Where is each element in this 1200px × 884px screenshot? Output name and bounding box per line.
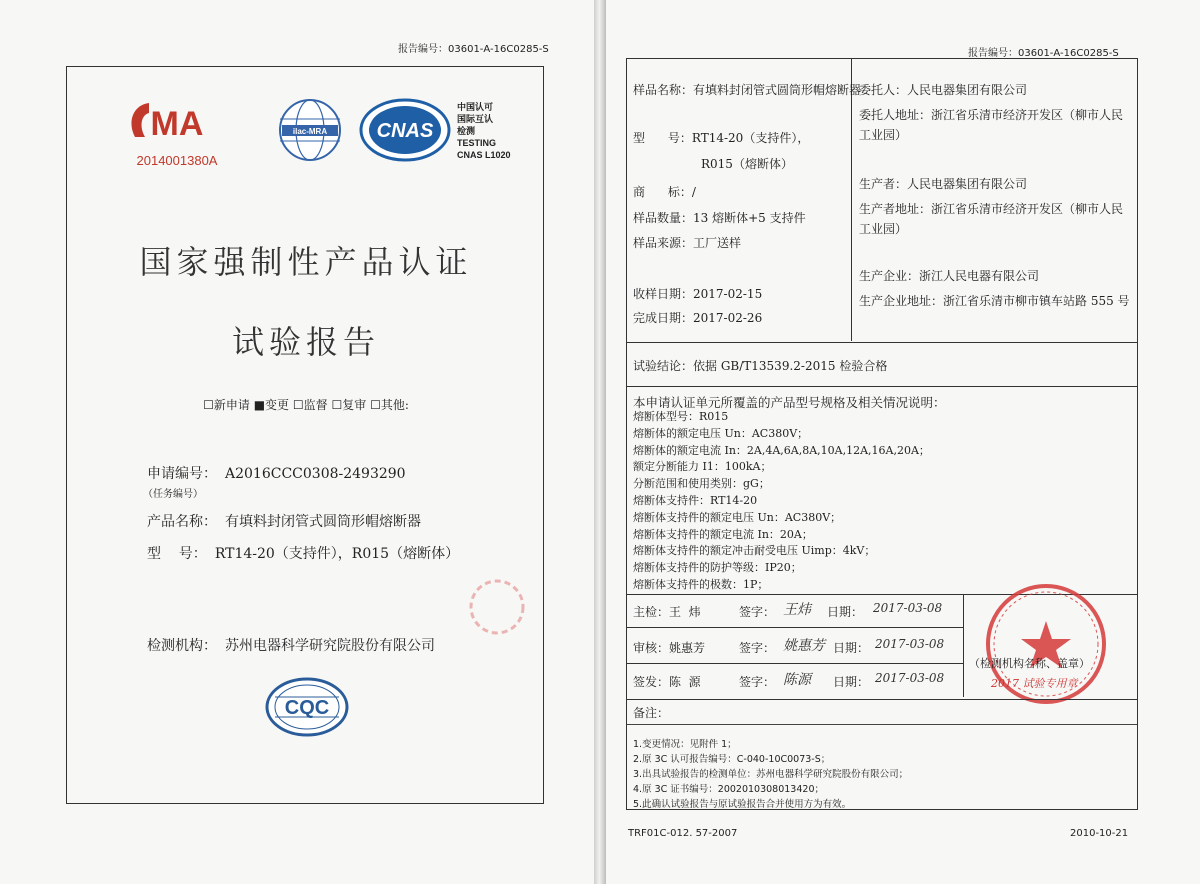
client: 委托人：人民电器集团有限公司 — [859, 83, 1028, 97]
inspector-date: 2017-03-08 — [873, 601, 943, 615]
inspector-row: 主检：王 炜 — [633, 605, 701, 619]
test-conclusion: 试验结论：依据 GB/T13539.2-2015 检验合格 — [633, 359, 888, 373]
page-gutter — [594, 0, 606, 884]
cma-text: MA — [150, 105, 204, 143]
approver-date: 2017-03-08 — [875, 671, 945, 685]
report-number-right: 报告编号：03601-A-16C0285-S — [968, 48, 1119, 59]
approver-sign-label: 签字： — [739, 675, 776, 689]
spec-line: 额定分断能力 I1：100kA； — [633, 460, 772, 474]
reviewer-date-label: 日期： — [833, 641, 870, 655]
sample-info-section — [627, 59, 1137, 343]
ilac-globe-icon — [277, 97, 343, 163]
seal-date: 2017 试验专用章 — [991, 677, 1078, 690]
seal-note: （检测机构名称、盖章） — [969, 657, 1090, 670]
approver-row: 签发：陈 源 — [633, 675, 701, 689]
cma-code: 2014001380A — [136, 153, 218, 168]
model: 型 号： RT14-20（支持件），R015（熔断体） — [147, 546, 460, 562]
signature-section — [627, 595, 1137, 699]
report-number: 报告编号：03601-A-16C0285-S — [398, 44, 549, 55]
form-code: TRF01C-012. 57-2007 — [628, 828, 738, 839]
note-item: 3.出具试验报告的检测单位：苏州电器科学研究院股份有限公司； — [633, 769, 909, 780]
option-other: ☐其他: — [370, 398, 409, 412]
spec-line: 熔断体支持件的防护等级：IP20； — [633, 561, 802, 575]
notes-title: 备注： — [633, 706, 670, 720]
cnas-caption: 中国认可 国际互认 检测 TESTING CNAS L1020 — [457, 102, 511, 160]
factory-address: 生产企业地址：浙江省乐清市柳市镇车站路 555 号 — [859, 294, 1130, 308]
received-date: 收样日期：2017-02-15 — [633, 287, 763, 301]
ilac-logo — [277, 97, 343, 163]
option-review: ☐复审 — [331, 398, 367, 412]
brand-field: 商 标：/ — [633, 185, 696, 199]
svg-text:CQC: CQC — [284, 697, 330, 719]
spec-line: 熔断体的额定电流 In：2A,4A,6A,8A,10A,12A,16A,20A； — [633, 443, 930, 457]
task-number-label: （任务编号） — [143, 489, 203, 500]
model-field-2: R015（熔断体） — [701, 157, 793, 171]
inspector-signature: 王炜 — [783, 602, 811, 618]
conclusion-section — [627, 343, 1137, 387]
report-subtitle: 试验报告 — [231, 323, 380, 361]
inspector-sign-label: 签字： — [739, 605, 776, 619]
cma-mark-icon — [127, 97, 227, 147]
testing-lab: 检测机构： 苏州电器科学研究院股份有限公司 — [147, 638, 435, 654]
manufacturer: 生产者：人民电器集团有限公司 — [859, 177, 1028, 191]
note-item: 2.原 3C 认可报告编号：C-040-10C0073-S； — [633, 754, 831, 765]
cnas-mark-icon — [357, 97, 453, 163]
scope-section — [627, 387, 1137, 595]
spec-line: 熔断体支持件的额定电流 In：20A； — [633, 527, 813, 541]
manufacturer-address: 生产者地址：浙江省乐清市经济开发区（柳市人民工业园） — [859, 202, 1124, 236]
report-table — [626, 58, 1138, 810]
spec-line: 分断范围和使用类别：gG； — [633, 477, 770, 491]
client-address: 委托人地址：浙江省乐清市经济开发区（柳市人民工业园） — [859, 108, 1124, 142]
cqc-mark-icon — [265, 677, 349, 737]
spec-line: 熔断体支持件的极数：1P； — [633, 577, 769, 591]
sample-quantity: 样品数量：13 熔断体+5 支持件 — [633, 211, 806, 225]
inspector-date-label: 日期： — [827, 605, 864, 619]
reviewer-date: 2017-03-08 — [875, 637, 945, 651]
reviewer-sign-label: 签字： — [739, 641, 776, 655]
option-supervision: ☐监督 — [292, 398, 328, 412]
note-item: 5.此确认试验报告与原试验报告合并使用方为有效。 — [633, 799, 852, 810]
right-page — [606, 0, 1200, 884]
option-new: ☐新申请 — [203, 398, 250, 412]
approver-date-label: 日期： — [833, 675, 870, 689]
product-name: 产品名称： 有填料封闭管式圆筒形帽熔断器 — [147, 514, 421, 530]
cqc-logo — [265, 677, 349, 737]
completed-date: 完成日期：2017-02-26 — [633, 311, 763, 325]
sample-name: 样品名称：有填料封闭管式圆筒形帽熔断器 — [633, 83, 862, 97]
note-item: 4.原 3C 证书编号：2002010308013420； — [633, 784, 824, 795]
form-date: 2010-10-21 — [1070, 828, 1129, 839]
faint-stamp-icon — [467, 577, 527, 637]
spec-line: 熔断体型号：R015 — [633, 410, 729, 423]
sample-source: 样品来源：工厂送样 — [633, 236, 742, 250]
cma-logo — [127, 97, 227, 167]
spec-line: 熔断体支持件的额定电压 Un：AC380V； — [633, 510, 842, 524]
approver-signature: 陈源 — [783, 672, 811, 688]
scope-title: 本申请认证单元所覆盖的产品型号规格及相关情况说明： — [633, 395, 946, 410]
spec-line: 熔断体的额定电压 Un：AC380V； — [633, 426, 809, 440]
note-item: 1.变更情况：见附件 1； — [633, 739, 737, 750]
reviewer-row: 审核：姚惠芳 — [633, 641, 706, 655]
model-field: 型 号：RT14-20（支持件）， — [633, 131, 810, 145]
spec-line: 熔断体支持件的额定冲击耐受电压 Uimp：4kV； — [633, 544, 876, 558]
left-page — [0, 0, 594, 884]
signature-divider — [963, 595, 964, 697]
application-type-options — [67, 396, 545, 413]
option-change: ■变更 — [253, 398, 290, 412]
notes-section — [627, 699, 1137, 809]
svg-text:CNAS: CNAS — [376, 120, 434, 142]
spec-list — [633, 409, 930, 594]
spec-line: 熔断体支持件：RT14-20 — [633, 493, 758, 507]
cnas-logo — [357, 97, 537, 167]
factory: 生产企业：浙江人民电器有限公司 — [859, 269, 1040, 283]
cover-frame — [66, 66, 544, 804]
column-divider — [851, 59, 852, 341]
report-title: 国家强制性产品认证 — [139, 243, 473, 281]
application-number: 申请编号： A2016CCC0308-2493290 — [147, 466, 406, 482]
reviewer-signature: 姚惠芳 — [783, 638, 825, 654]
svg-text:ilac-MRA: ilac-MRA — [292, 127, 328, 136]
